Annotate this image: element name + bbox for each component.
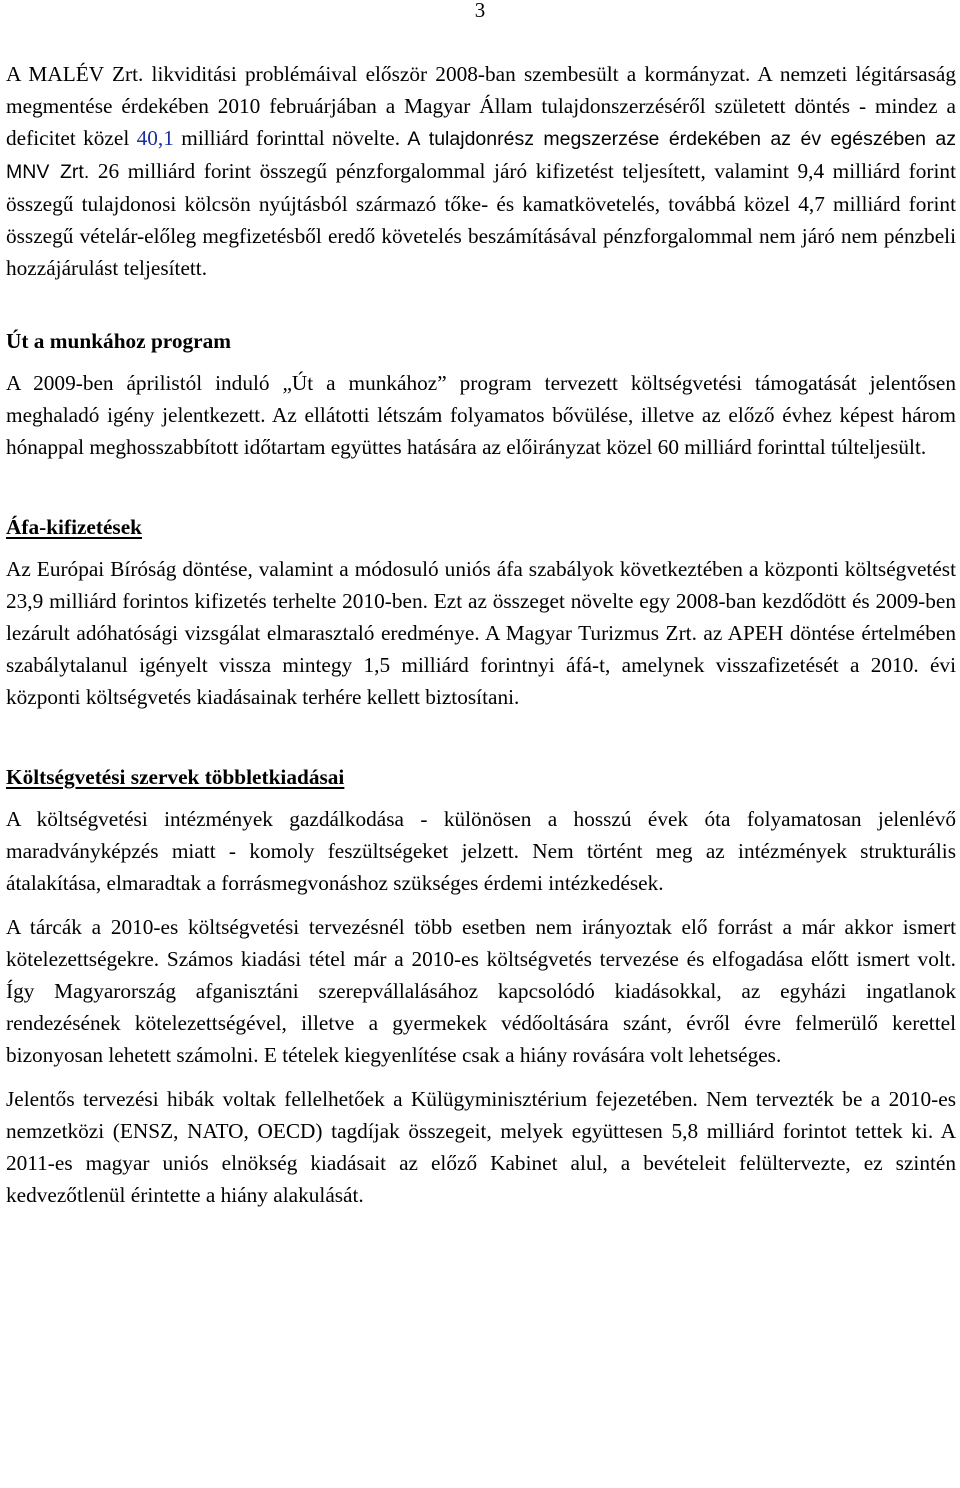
section-paragraph: Az Európai Bíróság döntése, valamint a módosuló uniós áfa szabályok következtében a központi költségvetést 23,9 milliárd forintos kifizetés terhelte 2010-ben. Ezt az összeget növelte egy 2008-ban kezdődött és 2009-ben lezárult adóhatósági vizsgálat elmarasztaló eredménye. A Magyar Turizmus Zrt. az APEH döntése értelmében szabálytalanul igényelt vissza mintegy 1,5 milliárd forintnyi áfá-t, amelynek visszafizetését a 2010. évi központi költségvetés kiadásainak terhére kellett biztosítani.: [6, 557, 956, 709]
section-paragraph: A tárcák a 2010-es költségvetési tervezésnél több esetben nem irányoztak elő forrást a már akkor ismert kötelezettségekre. Számos kiadási tétel már a 2010-es költségvetés tervezése és elfogadása előtt ismert volt. Így Magyarország afganisztáni szerepvállalásához kapcsolódó kiadásokkal, az egyházi ingatlanok rendezésének kötelezettségével, illetve a gyermekek védőoltására szánt, évről évre felmerülő kerettel bizonyosan lehetett számolni. E tételek kiegyenlítése csak a hiány rovására volt lehetséges.: [6, 915, 956, 1067]
section-paragraph: Jelentős tervezési hibák voltak fellelhetőek a Külügyminisztérium fejezetében. Nem tervezték be a 2010-es nemzetközi (ENSZ, NATO, OECD) tagdíjak összegeit, melyek együttesen 5,8 milliárd forintot tettek ki. A 2011-es magyar uniós elnökség kiadásait az előző Kabinet alul, a bevételeit felültervezte, ez szintén kedvezőtlenül érintette a hiány alakulását.: [6, 1087, 956, 1207]
intro-text-d: 26 milliárd forint összegű pénzforgalommal járó kifizetést teljesített, valamint 9,4 milliárd forint összegű tulajdonosi kölcsön nyújtásból származó tőke- és kamatkövetelés, továbbá közel 4,7 milliárd forint összegű vételár-előleg megfizetésből eredő követelés beszámításával pénzforgalommal nem járó nem pénzbeli hozzájárulást teljesített.: [6, 159, 956, 280]
intro-text-c: A tulajdonrész megszerzése érdekében az év egészében az MNV Zrt.: [6, 128, 956, 183]
section-heading-koltsegvetesi-szervek: Költségvetési szervek többletkiadásai: [6, 765, 345, 789]
intro-text-a: A MALÉV Zrt. likviditási problémáival először 2008-ban szembesült a kormányzat. A nemzeti légitársaság megmentése érdekében 2010 februárjában a Magyar Állam tulajdonszerzéséről született döntés - mindez a deficitet közel: [6, 62, 956, 150]
intro-paragraph: [6, 58, 956, 284]
intro-text-b: milliárd forinttal növelte.: [173, 126, 408, 150]
page-number: 3: [474, 0, 486, 22]
deficit-amount: 40,1: [136, 126, 174, 150]
section-paragraph: A 2009-ben áprilistól induló „Út a munkához” program tervezett költségvetési támogatását jelentősen meghaladó igény jelentkezett. Az ellátotti létszám folyamatos bővülése, illetve az előző évhez képest három hónappal meghosszabbított időtartam együttes hatására az előirányzat közel 60 milliárd forinttal túlteljesült.: [6, 371, 956, 459]
section-heading-afa-kifizetesek: Áfa-kifizetések: [6, 515, 143, 539]
document-body: [6, 58, 956, 1211]
section-paragraph: A költségvetési intézmények gazdálkodása - különösen a hosszú évek óta folyamatosan jelenlévő maradványképzés miatt - komoly feszültségeket jelzett. Nem történt meg az intézmények strukturális átalakítása, elmaradtak a forrásmegvonáshoz szükséges érdemi intézkedések.: [6, 807, 956, 895]
section-heading-ut-a-munkahoz: Út a munkához program: [6, 329, 232, 353]
